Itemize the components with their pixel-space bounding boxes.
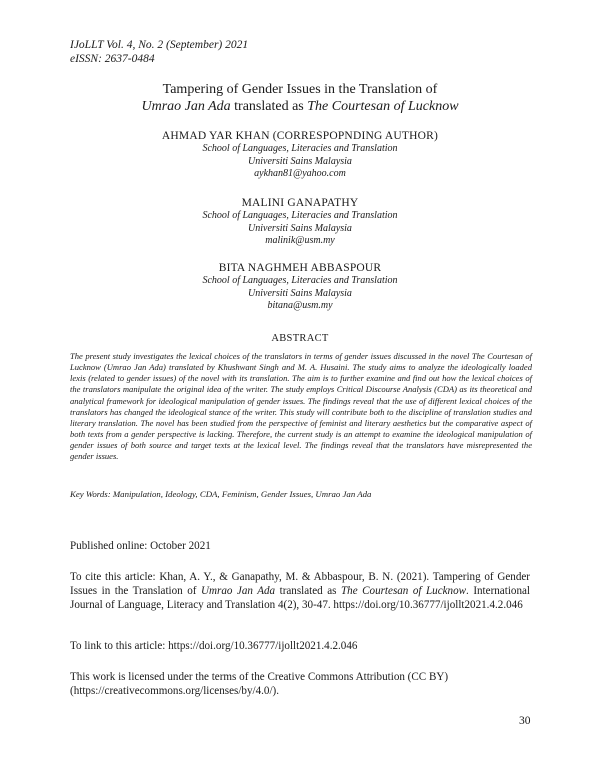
author-name: AHMAD YAR KHAN (CORRESPOPNDING AUTHOR) (161, 130, 439, 142)
citation-text-2: translated as (275, 585, 341, 598)
paper-title (0, 81, 600, 115)
citation-paragraph (70, 570, 530, 613)
license-statement (70, 670, 530, 698)
abstract-text: The present study investigates the lexical choices of the translators in terms of gender issues discussed in the novel The Courtesan of Lucknow (Umrao Jan Ada) translated by Khushwant Singh and M. A. Husaini. The study aims to analyze the ideologically loaded lexis (related to gender issues) of the novel with its translation. The aim is to further examine and find out how the lexical choices of the translators manipulate the original idea of the writer. The study employs Critical Discourse Analysis (CDA) as its theoretical and analytical framework for ideological manipulation of gender issues. The findings reveal that the use of different lexical choices of the translators has changed the ideological stance of the writer. This study will contribute both to the discipline of translation studies and literary translation. The novel has been studied from the perspective of feminist and literary aesthetics but the comparative aspect of both texts from a gender perspective is lacking. Therefore, the current study is an attempt to examine the ideological manipulation of gender issues of both source and target texts at the lexical level. The findings reveal that the translators have misrepresented the gender issues. (70, 351, 532, 462)
author-university: Universiti Sains Malaysia (248, 155, 352, 167)
citation-text-1: To cite this article: Khan, A. Y., & Ganapathy, M. & Abbaspour, B. N. (2021). Tampering of Gender Issues in the Translation of (70, 571, 530, 598)
journal-header (70, 38, 248, 66)
author-email[interactable]: bitana@usm.my (267, 300, 333, 311)
citation-novel-translation: The Courtesan of Lucknow (340, 585, 467, 598)
title-novel-translation: The Courtesan of Lucknow (307, 99, 459, 114)
abstract-heading: ABSTRACT (271, 333, 329, 344)
author-block-1 (0, 129, 600, 181)
author-email[interactable]: malinik@usm.my (265, 235, 335, 246)
author-university: Universiti Sains Malaysia (248, 287, 352, 299)
citation-novel-original: Umrao Jan Ada (200, 585, 276, 598)
page-number: 30 (519, 715, 531, 727)
article-link-line[interactable]: To link to this article: https://doi.org/10.36777/ijollt2021.4.2.046 (70, 640, 358, 652)
author-email[interactable]: aykhan81@yahoo.com (254, 168, 346, 179)
author-block-3 (0, 261, 600, 313)
author-school: School of Languages, Literacies and Translation (202, 275, 398, 286)
published-date: Published online: October 2021 (70, 540, 211, 552)
author-school: School of Languages, Literacies and Translation (202, 143, 398, 154)
keywords-line: Key Words: Manipulation, Ideology, CDA, Feminism, Gender Issues, Umrao Jan Ada (70, 489, 372, 499)
citation-text-3: . International Journal of Language, Literacy and Translation 4(2), 30-47. https://doi.org/10.36777/ijollt2021.4.2.046 (70, 585, 530, 612)
author-school: School of Languages, Literacies and Translation (202, 210, 398, 221)
author-name: BITA NAGHMEH ABBASPOUR (218, 262, 382, 274)
journal-issn-line: eISSN: 2637-0484 (70, 53, 155, 65)
license-line-2[interactable]: (https://creativecommons.org/licenses/by/4.0/). (70, 685, 279, 698)
title-line-1: Tampering of Gender Issues in the Translation of (162, 82, 438, 97)
title-line-2 (0, 98, 600, 115)
title-novel-original: Umrao Jan Ada (141, 99, 231, 114)
author-university: Universiti Sains Malaysia (248, 222, 352, 234)
author-name: MALINI GANAPATHY (241, 197, 359, 209)
journal-volume-line: IJoLLT Vol. 4, No. 2 (September) 2021 (70, 39, 249, 51)
title-mid-text: translated as (230, 99, 308, 114)
license-line-1: This work is licensed under the terms of the Creative Commons Attribution (CC BY) (70, 671, 449, 683)
author-block-2 (0, 196, 600, 248)
